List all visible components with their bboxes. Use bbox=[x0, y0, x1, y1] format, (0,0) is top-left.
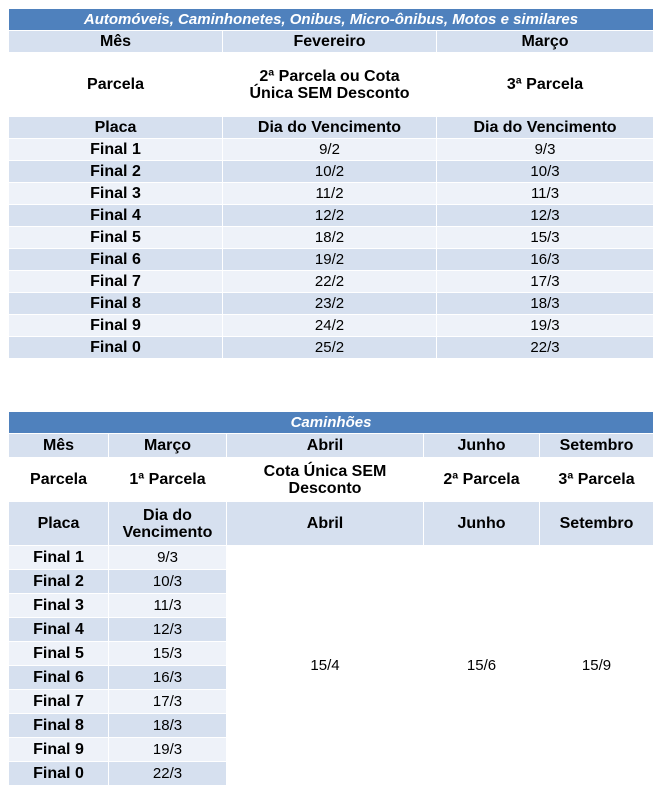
header-vencimento: Dia do Vencimento bbox=[109, 502, 227, 546]
placa-cell: Final 9 bbox=[9, 315, 223, 337]
placa-cell: Final 6 bbox=[9, 249, 223, 271]
date-cell: 9/3 bbox=[109, 546, 227, 570]
date-cell: 16/3 bbox=[109, 666, 227, 690]
date-cell: 12/3 bbox=[437, 205, 654, 227]
header-mes: Mês bbox=[9, 434, 109, 458]
date-cell: 17/3 bbox=[109, 690, 227, 714]
placa-cell: Final 2 bbox=[9, 570, 109, 594]
header-placa: Placa bbox=[9, 117, 223, 139]
trucks-schedule-table bbox=[8, 411, 654, 786]
date-cell: 22/2 bbox=[223, 271, 437, 293]
date-cell: 16/3 bbox=[437, 249, 654, 271]
date-cell: 12/3 bbox=[109, 618, 227, 642]
placa-cell: Final 2 bbox=[9, 161, 223, 183]
placa-cell: Final 9 bbox=[9, 738, 109, 762]
header-junho-2: Junho bbox=[424, 502, 540, 546]
date-cell: 19/2 bbox=[223, 249, 437, 271]
header-marco: Março bbox=[109, 434, 227, 458]
date-cell: 18/2 bbox=[223, 227, 437, 249]
date-cell: 19/3 bbox=[437, 315, 654, 337]
date-cell: 22/3 bbox=[109, 762, 227, 786]
header-parcela-fev: 2ª Parcela ou Cota Única SEM Desconto bbox=[223, 53, 437, 117]
date-cell: 11/3 bbox=[437, 183, 654, 205]
header-parcela-3: 3ª Parcela bbox=[540, 458, 654, 502]
placa-cell: Final 6 bbox=[9, 666, 109, 690]
header-vencimento-mar: Dia do Vencimento bbox=[437, 117, 654, 139]
header-parcela: Parcela bbox=[9, 458, 109, 502]
header-setembro: Setembro bbox=[540, 434, 654, 458]
date-cell: 25/2 bbox=[223, 337, 437, 359]
vehicles-schedule-table bbox=[8, 8, 654, 359]
placa-cell: Final 4 bbox=[9, 618, 109, 642]
header-setembro-2: Setembro bbox=[540, 502, 654, 546]
abril-date-cell: 15/4 bbox=[227, 546, 424, 786]
table-row bbox=[9, 139, 654, 161]
header-mes: Mês bbox=[9, 31, 223, 53]
date-cell: 18/3 bbox=[109, 714, 227, 738]
header-cota-unica: Cota Única SEM Desconto bbox=[227, 458, 424, 502]
placa-cell: Final 8 bbox=[9, 714, 109, 738]
date-cell: 18/3 bbox=[437, 293, 654, 315]
date-cell: 10/3 bbox=[437, 161, 654, 183]
table-title: Caminhões bbox=[9, 412, 654, 434]
table-row bbox=[9, 205, 654, 227]
placa-cell: Final 5 bbox=[9, 642, 109, 666]
placa-cell: Final 3 bbox=[9, 183, 223, 205]
placa-cell: Final 8 bbox=[9, 293, 223, 315]
header-placa: Placa bbox=[9, 502, 109, 546]
date-cell: 22/3 bbox=[437, 337, 654, 359]
placa-cell: Final 7 bbox=[9, 271, 223, 293]
table-row bbox=[9, 161, 654, 183]
date-cell: 9/3 bbox=[437, 139, 654, 161]
header-parcela-2: 2ª Parcela bbox=[424, 458, 540, 502]
placa-cell: Final 7 bbox=[9, 690, 109, 714]
header-junho: Junho bbox=[424, 434, 540, 458]
date-cell: 17/3 bbox=[437, 271, 654, 293]
table-row bbox=[9, 315, 654, 337]
date-cell: 23/2 bbox=[223, 293, 437, 315]
date-cell: 12/2 bbox=[223, 205, 437, 227]
date-cell: 24/2 bbox=[223, 315, 437, 337]
placa-cell: Final 4 bbox=[9, 205, 223, 227]
date-cell: 15/3 bbox=[437, 227, 654, 249]
date-cell: 11/2 bbox=[223, 183, 437, 205]
placa-cell: Final 1 bbox=[9, 139, 223, 161]
header-parcela-mar: 3ª Parcela bbox=[437, 53, 654, 117]
table-row bbox=[9, 337, 654, 359]
date-cell: 10/2 bbox=[223, 161, 437, 183]
placa-cell: Final 1 bbox=[9, 546, 109, 570]
placa-cell: Final 5 bbox=[9, 227, 223, 249]
junho-date-cell: 15/6 bbox=[424, 546, 540, 786]
header-parcela: Parcela bbox=[9, 53, 223, 117]
header-abril: Abril bbox=[227, 434, 424, 458]
placa-cell: Final 0 bbox=[9, 762, 109, 786]
table-row bbox=[9, 183, 654, 205]
header-vencimento-fev: Dia do Vencimento bbox=[223, 117, 437, 139]
table-row bbox=[9, 271, 654, 293]
table-row bbox=[9, 546, 654, 570]
table-row bbox=[9, 227, 654, 249]
header-abril-2: Abril bbox=[227, 502, 424, 546]
date-cell: 19/3 bbox=[109, 738, 227, 762]
setembro-date-cell: 15/9 bbox=[540, 546, 654, 786]
date-cell: 15/3 bbox=[109, 642, 227, 666]
date-cell: 11/3 bbox=[109, 594, 227, 618]
header-marco: Março bbox=[437, 31, 654, 53]
header-fevereiro: Fevereiro bbox=[223, 31, 437, 53]
placa-cell: Final 0 bbox=[9, 337, 223, 359]
table-row bbox=[9, 249, 654, 271]
table-title: Automóveis, Caminhonetes, Onibus, Micro-ônibus, Motos e similares bbox=[9, 9, 654, 31]
date-cell: 10/3 bbox=[109, 570, 227, 594]
date-cell: 9/2 bbox=[223, 139, 437, 161]
placa-cell: Final 3 bbox=[9, 594, 109, 618]
table-row bbox=[9, 293, 654, 315]
header-parcela-1: 1ª Parcela bbox=[109, 458, 227, 502]
